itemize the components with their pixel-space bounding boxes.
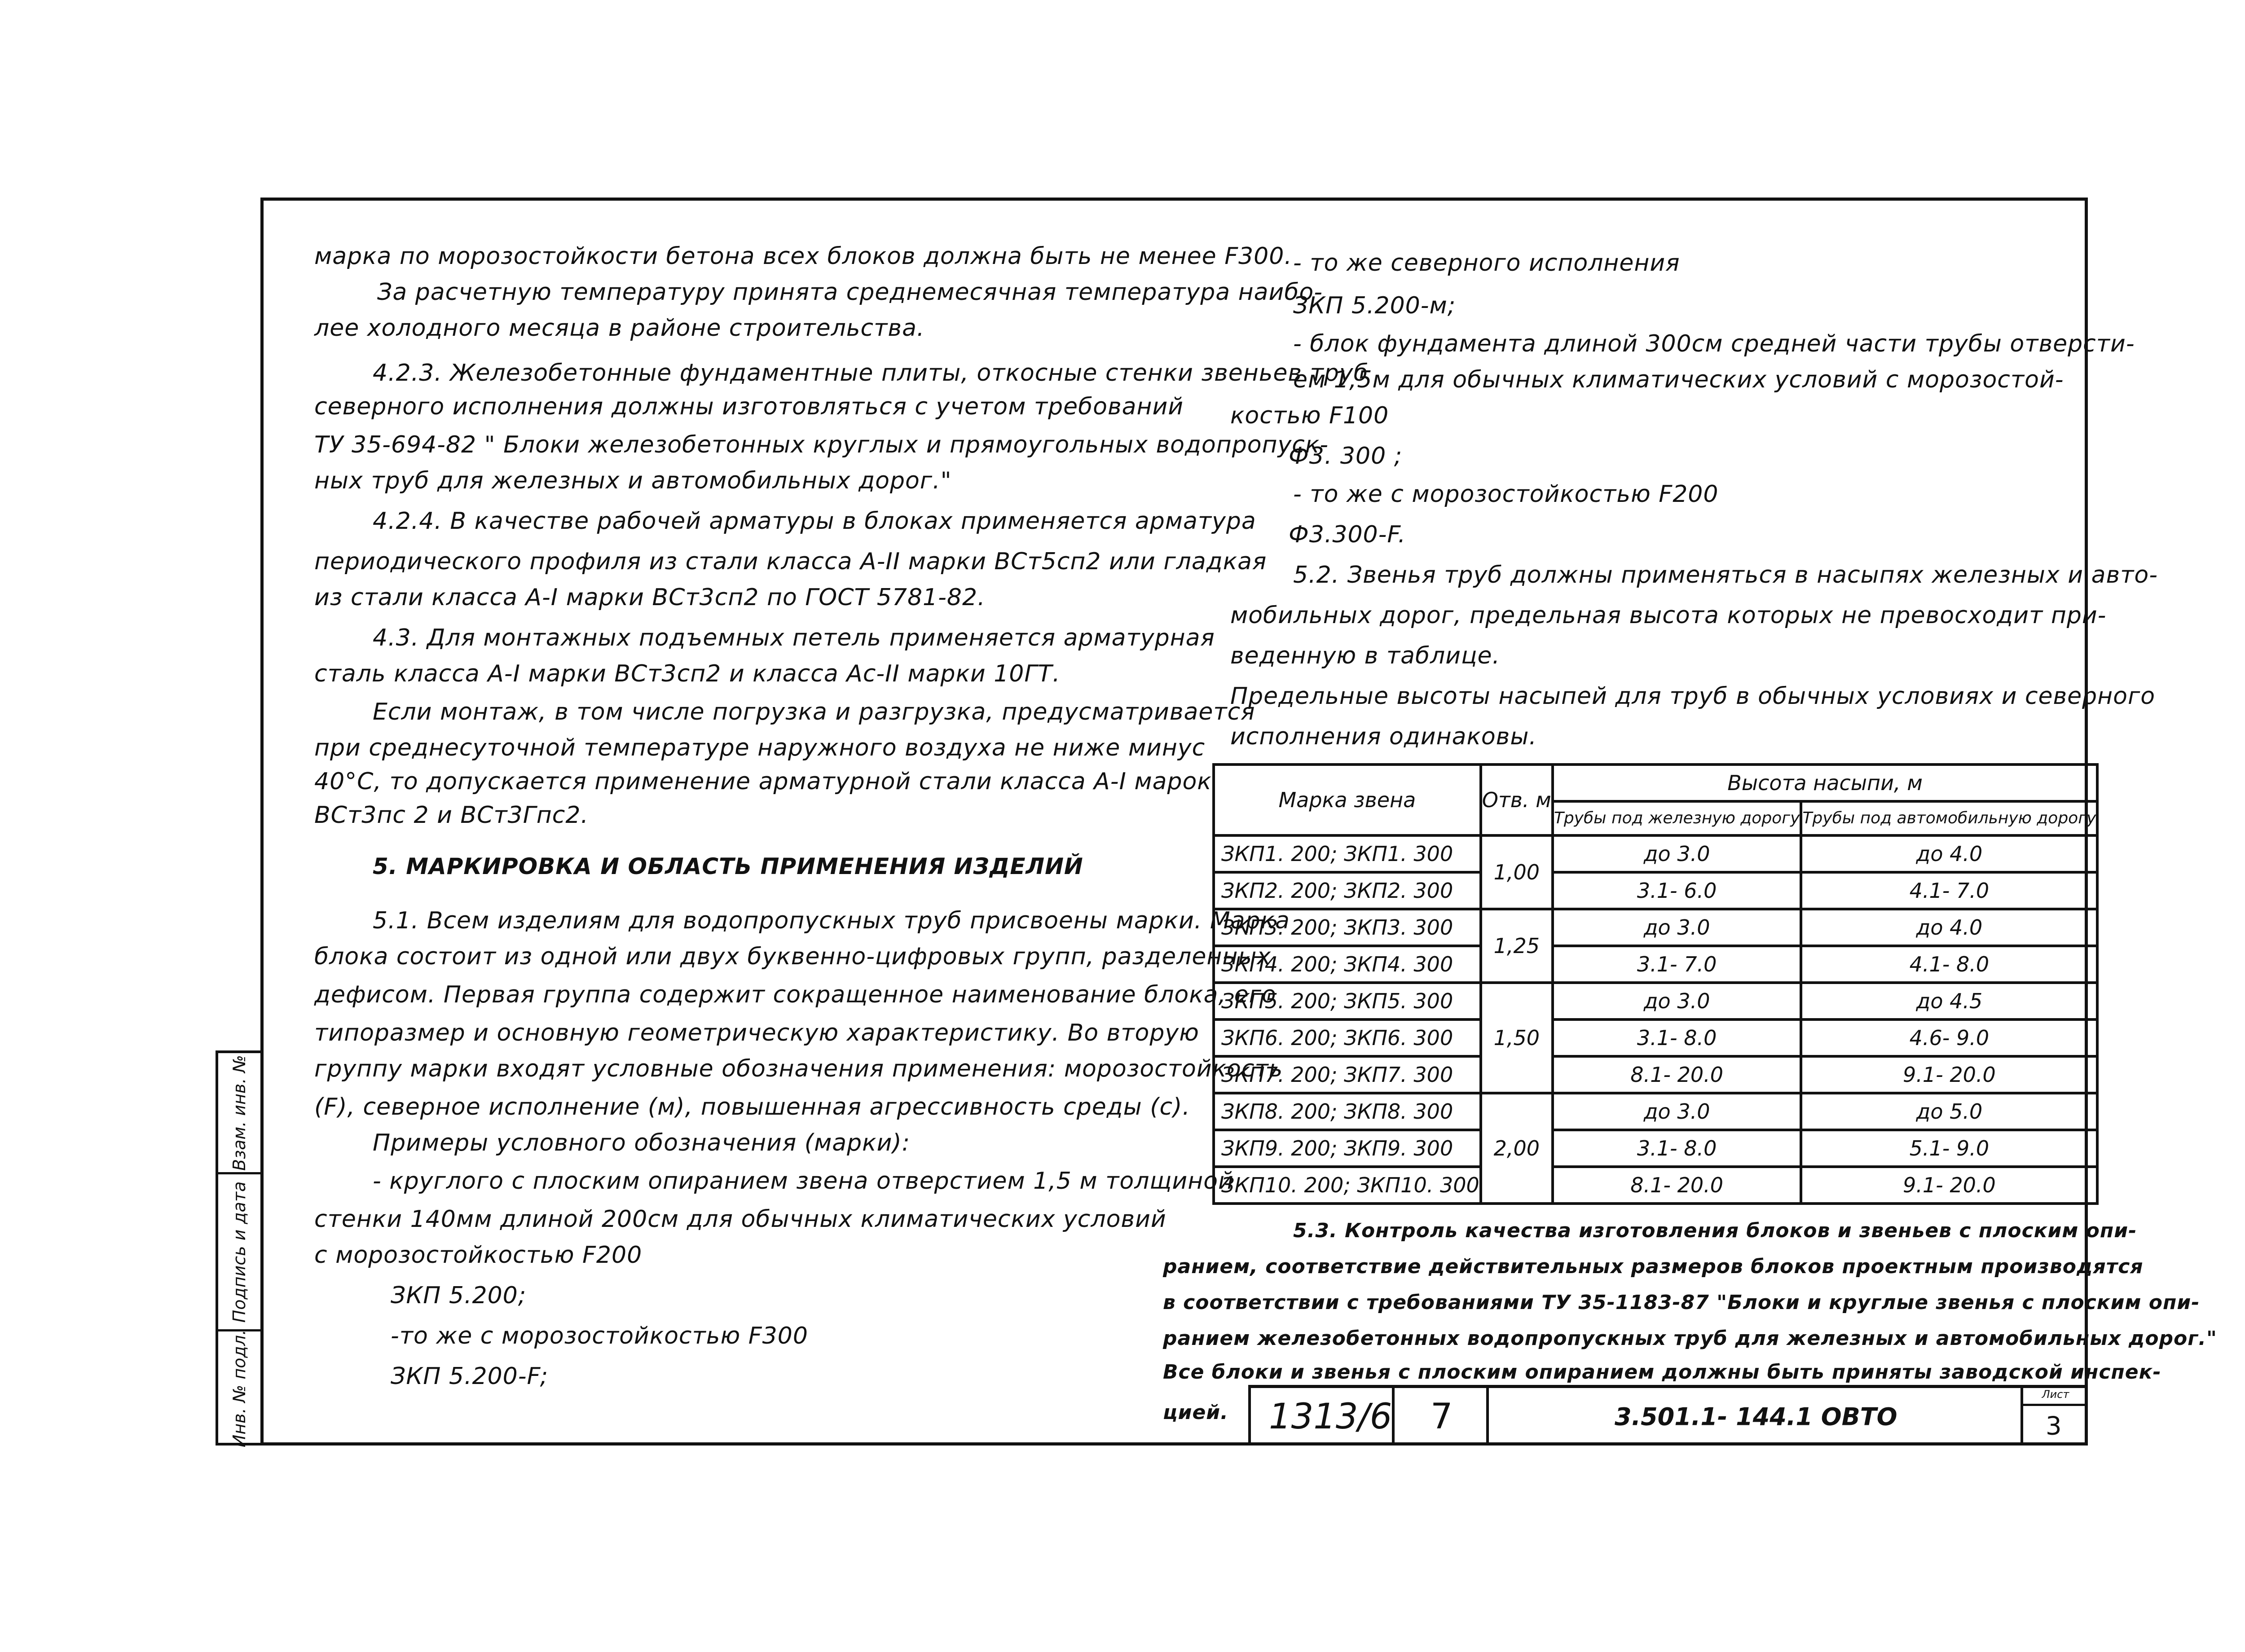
text-line: в соответствии с требованиями ТУ 35-1183-87 "Блоки и круглые звенья с плоским опи- xyxy=(1163,1291,2200,1314)
document-code: 3.501.1- 144.1 ОВТО xyxy=(1615,1402,1897,1431)
text-line: типоразмер и основную геометрическую характеристику. Во вторую xyxy=(314,1019,1199,1046)
mark-example: Ф3.300-F. xyxy=(1289,521,1406,548)
page-number-cell xyxy=(1392,1388,1486,1446)
embankment-height-table xyxy=(1212,763,2099,1205)
col-header-height: Высота насыпи, м xyxy=(1553,764,2098,801)
text-line: ранием железобетонных водопропускных труб для железных и автомобильных дорог." xyxy=(1163,1327,2217,1350)
text-line: блока состоит из одной или двух буквенно-цифровых групп, разделенных xyxy=(314,943,1272,970)
text-line: мобильных дорог, предельная высота которых не превосходит при- xyxy=(1230,602,2107,629)
table-row: ЗКП1. 200; ЗКП1. 300 1,00 до 3.0 до 4.0 xyxy=(1214,835,2097,872)
text-line: с морозостойкостью F200 xyxy=(314,1242,643,1269)
table-row: ЗКП8. 200; ЗКП8. 300 2,00 до 3.0 до 5.0 xyxy=(1214,1093,2097,1130)
text-line: цией. xyxy=(1163,1401,1228,1424)
text-line: исполнения одинаковы. xyxy=(1230,723,1537,750)
page-number: 7 xyxy=(1431,1397,1453,1437)
table-row: ЗКП5. 200; ЗКП5. 300 1,50 до 3.0 до 4.5 xyxy=(1214,983,2097,1019)
sheet-label: Лист xyxy=(2023,1388,2088,1406)
table-row: ЗКП7. 200; ЗКП7. 300 8.1- 20.0 9.1- 20.0 xyxy=(1214,1056,2097,1093)
stamp-inv-podl: Инв. № подл. xyxy=(229,1329,249,1448)
text-line: ных труб для железных и автомобильных дорог." xyxy=(314,467,952,494)
text-line: ТУ 35-694-82 " Блоки железобетонных круглых и прямоугольных водопропуск- xyxy=(314,431,1329,458)
text-line: - круглого с плоским опиранием звена отверстием 1,5 м толщиной xyxy=(373,1168,1234,1195)
table-row: ЗКП2. 200; ЗКП2. 300 3.1- 6.0 4.1- 7.0 xyxy=(1214,872,2097,909)
text-line: ем 1,5м для обычных климатических условий с морозостой- xyxy=(1293,366,2064,393)
text-line: из стали класса А-I марки ВСт3сп2 по ГОСТ 5781-82. xyxy=(314,584,986,611)
stamp-vzam: Взам. инв. № xyxy=(218,1053,260,1174)
text-line: (F), северное исполнение (м), повышенная агрессивность среды (с). xyxy=(314,1094,1190,1120)
mark-example: ЗКП 5.200; xyxy=(391,1282,527,1309)
text-line: дефисом. Первая группа содержит сокращенное наименование блока, его xyxy=(314,981,1277,1008)
text-line: - то же с морозостойкостью F200 xyxy=(1293,481,1719,508)
text-line: Все блоки и звенья с плоским опиранием должны быть приняты заводской инспек- xyxy=(1163,1361,2161,1384)
text-line: -то же с морозостойкостью F300 xyxy=(391,1322,808,1349)
text-line: костью F100 xyxy=(1230,402,1389,429)
section-heading: 5. МАРКИРОВКА И ОБЛАСТЬ ПРИМЕНЕНИЯ ИЗДЕЛИЙ xyxy=(373,853,1083,879)
text-line: 5.2. Звенья труб должны применяться в насыпях железных и авто- xyxy=(1293,562,2158,589)
text-line: 5.1. Всем изделиям для водопропускных труб присвоены марки. Марка xyxy=(373,907,1290,934)
table-row: ЗКП10. 200; ЗКП10. 300 8.1- 20.0 9.1- 20.0 xyxy=(1214,1167,2097,1204)
text-line: при среднесуточной температуре наружного воздуха не ниже минус xyxy=(314,734,1206,761)
col-header-opening: Отв. м xyxy=(1481,764,1553,835)
side-stamp xyxy=(216,1050,260,1446)
text-line: Примеры условного обозначения (марки): xyxy=(373,1129,911,1156)
text-line: 4.2.4. В качестве рабочей арматуры в блоках применяется арматура xyxy=(373,508,1256,535)
col-header-auto: Трубы под автомобильную дорогу xyxy=(1801,801,2097,835)
sheet-cell xyxy=(2020,1388,2088,1446)
table-row: ЗКП9. 200; ЗКП9. 300 3.1- 8.0 5.1- 9.0 xyxy=(1214,1130,2097,1167)
mark-example: ЗКП 5.200-F; xyxy=(391,1363,549,1390)
text-line: марка по морозостойкости бетона всех блоков должна быть не менее F300. xyxy=(314,243,1292,270)
table-row: ЗКП6. 200; ЗКП6. 300 3.1- 8.0 4.6- 9.0 xyxy=(1214,1019,2097,1056)
stamp-podpis: Подпись и дата xyxy=(218,1174,260,1331)
text-line: стенки 140мм длиной 200см для обычных климатических условий xyxy=(314,1206,1167,1233)
text-line: периодического профиля из стали класса А-II марки ВСт5сп2 или гладкая xyxy=(314,548,1267,575)
album-number: 1313/6 xyxy=(1269,1397,1392,1437)
mark-example: Ф3. 300 ; xyxy=(1289,443,1403,470)
text-line: - то же северного исполнения xyxy=(1293,250,1680,277)
text-line: лее холодного месяца в районе строительства. xyxy=(314,315,925,342)
text-line: группу марки входят условные обозначения применения: морозостойкость xyxy=(314,1055,1283,1082)
col-header-rail: Трубы под железную дорогу xyxy=(1553,801,1801,835)
text-line: северного исполнения должны изготовляться с учетом требований xyxy=(314,393,1184,420)
title-block xyxy=(1248,1385,2088,1446)
text-line: За расчетную температуру принята среднемесячная температура наибо- xyxy=(377,279,1323,306)
text-line: Предельные высоты насыпей для труб в обычных условиях и северного xyxy=(1230,683,2156,710)
text-line: 4.2.3. Железобетонные фундаментные плиты, откосные стенки звеньев труб xyxy=(373,360,1369,387)
text-line: - блок фундамента длиной 300см средней части трубы отверсти- xyxy=(1293,330,2135,357)
text-line: ранием, соответствие действительных размеров блоков проектным производятся xyxy=(1163,1255,2144,1278)
sheet-number: 3 xyxy=(2046,1411,2062,1441)
col-header-mark: Марка звена xyxy=(1214,764,1481,835)
text-line: 4.3. Для монтажных подъемных петель применяется арматурная xyxy=(373,624,1215,651)
table-row: ЗКП4. 200; ЗКП4. 300 3.1- 7.0 4.1- 8.0 xyxy=(1214,946,2097,983)
text-line: 5.3. Контроль качества изготовления блоков и звеньев с плоским опи- xyxy=(1293,1219,2137,1242)
text-line: сталь класса А-I марки ВСт3сп2 и класса Ас-II марки 10ГТ. xyxy=(314,660,1061,687)
text-line: Если монтаж, в том числе погрузка и разгрузка, предусматривается xyxy=(373,699,1255,725)
text-line: ВСт3пс 2 и ВСт3Гпс2. xyxy=(314,802,589,829)
table-row: ЗКП3. 200; ЗКП3. 300 1,25 до 3.0 до 4.0 xyxy=(1214,909,2097,946)
mark-example: ЗКП 5.200-м; xyxy=(1293,292,1456,319)
album-cell xyxy=(1248,1388,1392,1446)
document-code-cell xyxy=(1486,1388,2020,1446)
text-line: 40°С, то допускается применение арматурной стали класса А-I марок xyxy=(314,768,1212,795)
text-line: веденную в таблице. xyxy=(1230,642,1501,669)
